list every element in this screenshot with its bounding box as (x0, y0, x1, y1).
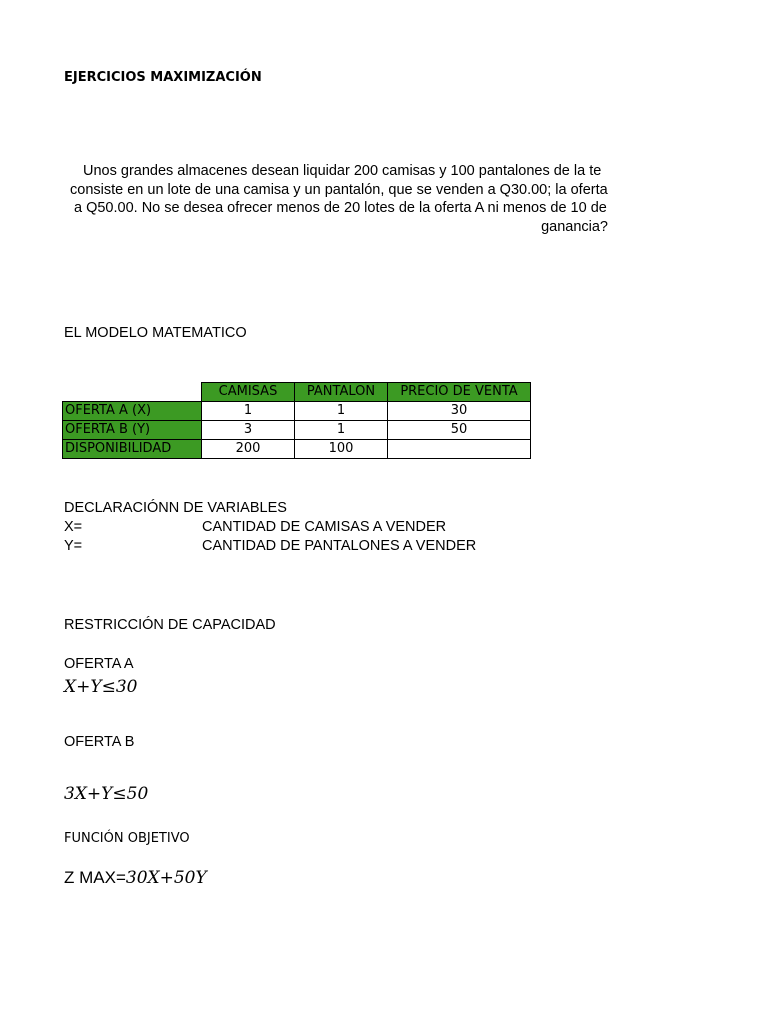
table-row (63, 421, 531, 440)
column-header-pantalon: PANTALON (295, 383, 388, 402)
table-corner-cell (63, 383, 202, 402)
table-cell: 30 (388, 402, 531, 421)
table-cell: 50 (388, 421, 531, 440)
problem-line: Unos grandes almacenes desean liquidar 200 camisas y 100 pantalones de la te (83, 163, 602, 179)
offer-a-equation (64, 677, 137, 697)
variable-y-description: CANTIDAD DE PANTALONES A VENDER (202, 538, 477, 554)
offer-b-equation-text: 3X+Y≤50 (64, 784, 149, 804)
model-heading: EL MODELO MATEMATICO (64, 325, 247, 341)
table-cell (388, 440, 531, 459)
table-cell: 200 (202, 440, 295, 459)
table-header-row (63, 383, 531, 402)
column-header-camisas: CAMISAS (202, 383, 295, 402)
table-cell: 1 (295, 402, 388, 421)
table-cell: 3 (202, 421, 295, 440)
variable-x-label: X= (64, 519, 83, 535)
column-header-precio: PRECIO DE VENTA (388, 383, 531, 402)
model-table (62, 382, 531, 459)
table-cell: 1 (202, 402, 295, 421)
zmax-equation: 30X+50Y (125, 868, 207, 888)
offer-a-label: OFERTA A (64, 656, 134, 672)
page-title: EJERCICIOS MAXIMIZACIÓN (64, 70, 262, 85)
problem-line: ganancia? (541, 218, 608, 235)
objective-title: FUNCIÓN OBJETIVO (64, 831, 190, 846)
declaration-title: DECLARACIÓNN DE VARIABLES (64, 500, 287, 516)
problem-line: a Q50.00. No se desea ofrecer menos de 20 lotes de la oferta A ni menos de 10 de (74, 200, 607, 216)
variable-x-description: CANTIDAD DE CAMISAS A VENDER (202, 519, 447, 535)
offer-a-equation-text: X+Y≤30 (64, 677, 138, 697)
restrictions-title: RESTRICCIÓN DE CAPACIDAD (64, 617, 276, 633)
table-cell: 1 (295, 421, 388, 440)
variable-y-label: Y= (64, 538, 83, 554)
problem-line: consiste en un lote de una camisa y un pantalón, que se venden a Q30.00; la oferta (70, 181, 608, 198)
objective-function (64, 868, 207, 888)
offer-b-label: OFERTA B (64, 734, 135, 750)
row-label-oferta-b: OFERTA B (Y) (63, 421, 202, 440)
offer-b-equation (64, 784, 148, 804)
table-cell: 100 (295, 440, 388, 459)
table-row (63, 440, 531, 459)
row-label-disponibilidad: DISPONIBILIDAD (63, 440, 202, 459)
zmax-label: Z MAX= (64, 868, 126, 887)
problem-statement (60, 162, 622, 237)
row-label-oferta-a: OFERTA A (X) (63, 402, 202, 421)
table-row (63, 402, 531, 421)
